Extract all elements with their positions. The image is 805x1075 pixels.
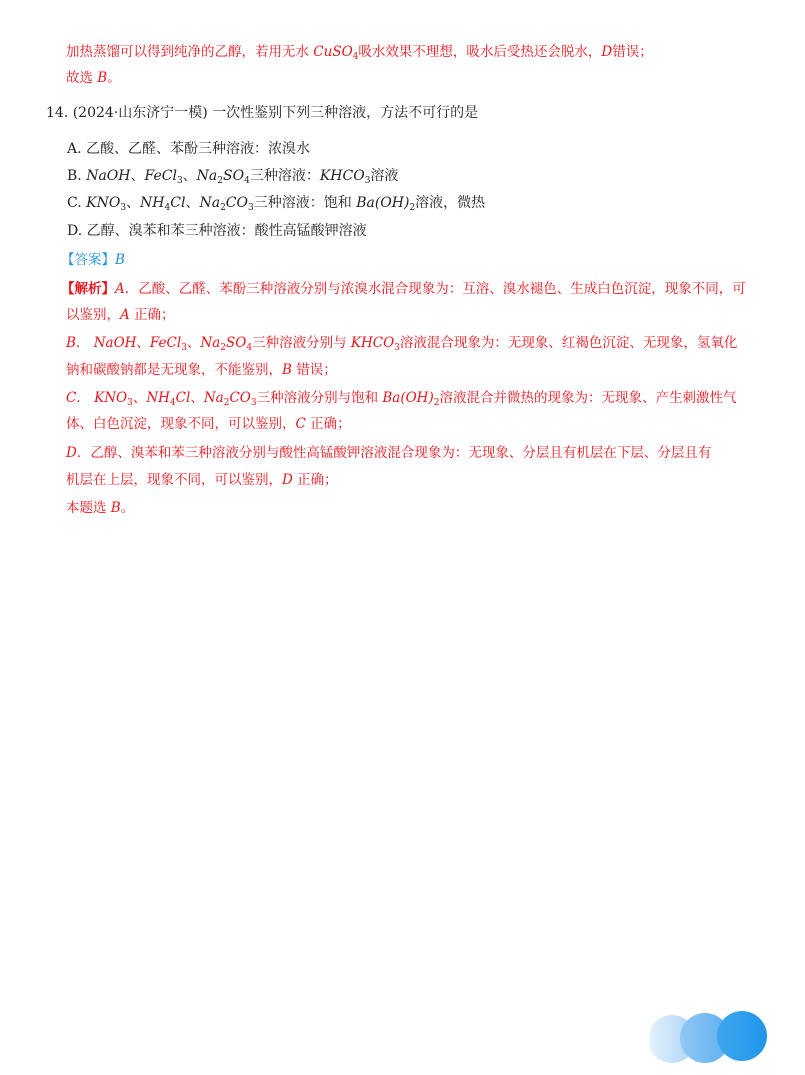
analysis-text: 本题选	[66, 500, 111, 516]
analysis-a-line-2	[66, 305, 175, 325]
question-source: (2024·山东济宁一模)	[72, 105, 208, 121]
analysis-text: ．乙酸、乙醛、苯酚三种溶液分别与浓溴水混合现象为：互溶、溴水褪色、生成白色沉淀，现象不同，可	[124, 281, 746, 297]
analysis-text: 三种溶液分别与	[252, 335, 351, 351]
option-text: 乙酸、乙醛、苯酚三种溶液：浓溴水	[86, 141, 311, 157]
subscript: 2	[409, 203, 416, 213]
lead-text: 加热蒸馏可以得到纯净的乙醇，若用无水	[66, 44, 314, 60]
option-text: 溶液，微热	[415, 195, 486, 211]
option-ref: D	[66, 445, 77, 461]
separator: 、	[186, 335, 201, 351]
option-ref: A	[120, 307, 130, 323]
analysis-text: 体、白色沉淀，现象不同，可以鉴别，	[66, 416, 296, 432]
formula: NaOH	[93, 335, 137, 351]
decorative-bubbles	[650, 1005, 800, 1075]
analysis-label: 【解析】	[61, 281, 115, 297]
formula: SO	[223, 168, 245, 184]
option-ref: B	[97, 70, 108, 86]
analysis-b-line-2	[66, 360, 337, 380]
subscript: 2	[220, 203, 226, 213]
lead-line-1	[66, 42, 653, 62]
subscript: 4	[169, 398, 176, 408]
separator: 、	[182, 168, 197, 184]
lead-text: 吸水效果不理想，吸水后受热还会脱水，	[358, 44, 602, 60]
option-c	[67, 193, 485, 213]
separator: 、	[136, 335, 150, 351]
formula: CO	[225, 195, 248, 211]
formula: Ba(OH)	[382, 390, 434, 406]
separator: 、	[190, 390, 204, 406]
analysis-text: 错误；	[291, 362, 337, 378]
formula: KNO	[86, 195, 121, 211]
subscript: 2	[433, 398, 440, 408]
analysis-text: ．	[75, 335, 90, 351]
analysis-d-line-1	[66, 443, 711, 463]
analysis-text: 钠和碳酸钠都是无现象，不能鉴别，	[66, 362, 282, 378]
analysis-text: 机层在上层，现象不同，可以鉴别，	[66, 472, 282, 488]
separator: 、	[126, 195, 141, 211]
subscript: 4	[246, 343, 253, 353]
formula: NH	[140, 195, 165, 211]
question-number: 14.	[46, 105, 69, 121]
subscript: 3	[250, 398, 257, 408]
formula: Na	[196, 168, 218, 184]
analysis-text: ．乙醇、溴苯和苯三种溶液分别与酸性高锰酸钾溶液混合现象为：无现象、分层且有机层在下层、分层且有	[76, 445, 712, 461]
analysis-c-line-1	[66, 388, 736, 408]
subscript: 2	[220, 343, 227, 353]
formula: SO	[226, 335, 247, 351]
formula: Na	[199, 195, 221, 211]
formula: KHCO	[350, 335, 395, 351]
subscript: 3	[394, 343, 400, 353]
bubble-right	[717, 1011, 767, 1061]
analysis-text: 正确；	[305, 416, 351, 432]
formula: FeCl	[144, 168, 177, 184]
subscript: 4	[244, 176, 250, 186]
analysis-conclusion	[66, 498, 134, 518]
subscript: 4	[164, 203, 171, 213]
subscript: 2	[223, 398, 230, 408]
option-ref: D	[601, 44, 613, 60]
separator: 、	[132, 390, 147, 406]
option-ref: D	[282, 472, 293, 488]
analysis-text: 。	[120, 500, 135, 516]
question-stem	[46, 103, 478, 123]
answer-value: B	[115, 252, 125, 268]
option-text: 三种溶液：饱和	[253, 195, 357, 211]
separator: 、	[185, 195, 200, 211]
subscript: 3	[120, 203, 127, 213]
option-a	[67, 139, 310, 159]
question-text: 一次性鉴别下列三种溶液，方法不可行的是	[212, 105, 479, 121]
analysis-text: 正确；	[129, 307, 175, 323]
separator: 、	[130, 168, 145, 184]
analysis-text: ．	[76, 390, 90, 406]
analysis-text: 以鉴别，	[66, 307, 120, 323]
subscript: 3	[127, 398, 133, 408]
formula: Na	[200, 335, 221, 351]
formula: Cl	[170, 195, 186, 211]
option-b	[67, 166, 398, 186]
analysis-b-line-1	[66, 333, 737, 353]
formula: KNO	[94, 390, 128, 406]
subscript: 3	[364, 176, 371, 186]
analysis-c-line-2	[66, 414, 351, 434]
formula: Cl	[175, 390, 191, 406]
lead-line-2	[66, 68, 121, 88]
analysis-a-line-1	[61, 279, 746, 299]
option-prefix: C.	[67, 195, 82, 211]
option-ref: B	[110, 500, 121, 516]
option-ref: A	[115, 281, 125, 297]
formula: CuSO	[313, 44, 353, 60]
answer-line	[61, 250, 125, 270]
option-text: 三种溶液：	[249, 168, 320, 184]
lead-text: 错误；	[612, 44, 653, 60]
analysis-text: 溶液混合现象为：无现象、红褐色沉淀、无现象，氢氧化	[399, 335, 738, 351]
formula: KHCO	[319, 168, 365, 184]
answer-label: 【答案】	[61, 252, 115, 268]
option-prefix: B.	[67, 168, 82, 184]
subscript: 2	[217, 176, 224, 186]
formula: Ba(OH)	[356, 195, 410, 211]
formula: CO	[229, 390, 251, 406]
formula: NaOH	[86, 168, 131, 184]
option-ref: B	[66, 335, 76, 351]
option-ref: C	[66, 390, 77, 406]
option-prefix: D.	[67, 223, 83, 239]
analysis-text: 正确；	[292, 472, 338, 488]
lead-text: 故选	[66, 70, 98, 86]
option-ref: C	[295, 416, 306, 432]
option-text: 乙醇、溴苯和苯三种溶液：酸性高锰酸钾溶液	[86, 223, 367, 239]
formula: FeCl	[149, 335, 182, 351]
subscript: 4	[352, 52, 359, 62]
option-prefix: A.	[67, 141, 82, 157]
analysis-d-line-2	[66, 470, 338, 490]
option-text: 溶液	[370, 168, 399, 184]
option-ref: B	[282, 362, 292, 378]
subscript: 3	[176, 176, 183, 186]
formula: Na	[203, 390, 224, 406]
lead-text: 。	[107, 70, 121, 86]
formula: NH	[146, 390, 170, 406]
option-d	[67, 221, 367, 241]
analysis-text: 三种溶液分别与饱和	[256, 390, 383, 406]
subscript: 3	[248, 203, 254, 213]
subscript: 3	[181, 343, 187, 353]
analysis-text: 溶液混合并微热的现象为：无现象、产生刺激性气	[439, 390, 737, 406]
